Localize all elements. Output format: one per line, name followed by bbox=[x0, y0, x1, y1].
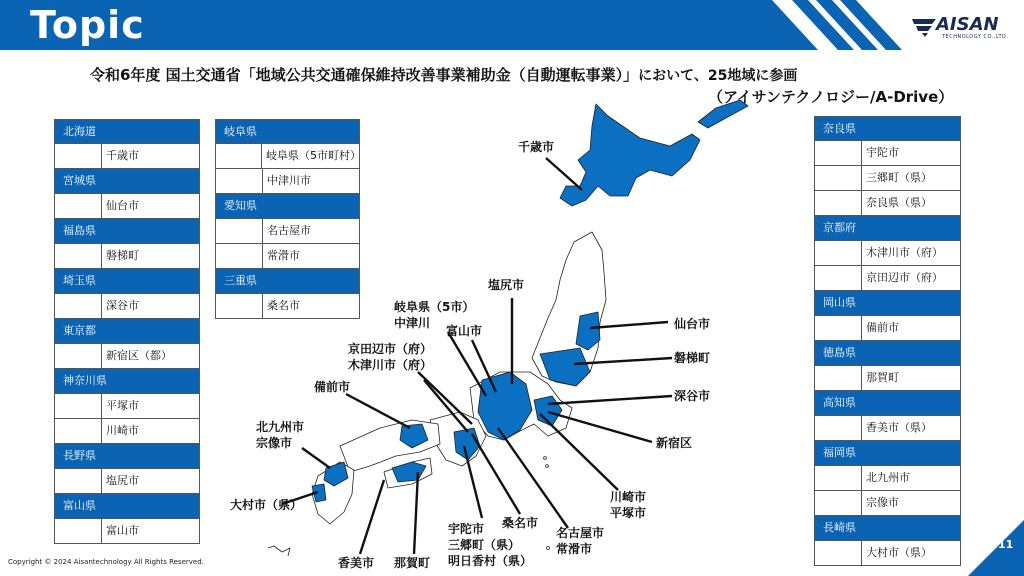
map-label-kami: 香美市 bbox=[338, 556, 375, 570]
city-name: 塩尻市 bbox=[106, 474, 139, 487]
map-label-tokoname: 常滑市 bbox=[556, 542, 593, 556]
prefecture-header: 京都府 bbox=[814, 216, 961, 241]
city-name: 川崎市 bbox=[106, 424, 139, 437]
map-label-hiratsuka: 平塚市 bbox=[610, 506, 647, 520]
city-name: 大村市（県） bbox=[866, 546, 932, 559]
city-name: 奈良県（県） bbox=[866, 196, 932, 209]
city-name: 名古屋市 bbox=[267, 224, 311, 237]
city-name: 宗像市 bbox=[866, 496, 899, 509]
map-label-kitakyushu: 北九州市 bbox=[256, 420, 305, 434]
page-corner-triangle bbox=[968, 520, 1024, 576]
map-label-fukaya: 深谷市 bbox=[674, 389, 711, 403]
map-label-sango: 三郷町（県） bbox=[448, 538, 521, 552]
city-name: 木津川市（府） bbox=[866, 246, 943, 259]
map-label-toyama: 富山市 bbox=[446, 324, 483, 338]
map-label-kawasaki: 川崎市 bbox=[610, 490, 647, 504]
prefecture-header: 愛知県 bbox=[215, 194, 360, 219]
map-label-munakata: 宗像市 bbox=[256, 436, 293, 450]
prefecture-header: 福島県 bbox=[54, 219, 200, 244]
map-label-sendai: 仙台市 bbox=[674, 317, 711, 331]
city-name: 桑名市 bbox=[267, 299, 300, 312]
map-label-gifu: 岐阜県（5市） bbox=[394, 300, 475, 314]
city-name: 北九州市 bbox=[866, 471, 910, 484]
map-label-asuka: 明日香村（県） bbox=[448, 554, 533, 568]
copyright-text: Copyright © 2024 Aisantechnology All Rights Reserved. bbox=[8, 558, 204, 566]
prefecture-header: 三重県 bbox=[215, 269, 360, 294]
map-label-shinjuku: 新宿区 bbox=[656, 436, 693, 450]
city-name: 宇陀市 bbox=[866, 146, 899, 159]
map-label-kuwana: 桑名市 bbox=[502, 516, 539, 530]
prefecture-header: 北海道 bbox=[54, 119, 200, 144]
prefecture-header: 長崎県 bbox=[814, 516, 961, 541]
map-label-bandai: 磐梯町 bbox=[674, 351, 711, 365]
map-label-kizugawa: 木津川市（府） bbox=[348, 358, 433, 372]
city-name: 京田辺市（府） bbox=[866, 271, 943, 284]
logo-text: AISAN bbox=[936, 14, 999, 35]
map-label-uda: 宇陀市 bbox=[448, 522, 485, 536]
city-name: 備前市 bbox=[866, 321, 899, 334]
prefecture-header: 富山県 bbox=[54, 494, 200, 519]
page-title: Topic bbox=[30, 3, 145, 47]
city-name: 千歳市 bbox=[106, 149, 139, 162]
prefecture-header: 埼玉県 bbox=[54, 269, 200, 294]
city-name: 三郷町（県） bbox=[866, 171, 932, 184]
map-label-bizen: 備前市 bbox=[314, 380, 351, 394]
page-number: 11 bbox=[998, 538, 1014, 551]
headline-line2: （アイサンテクノロジー/A-Drive） bbox=[708, 88, 954, 106]
city-name: 岐阜県（5市町村） bbox=[266, 149, 362, 162]
prefecture-header: 奈良県 bbox=[814, 116, 961, 141]
map-label-omura: 大村市（県） bbox=[230, 498, 303, 512]
map-label-chitose: 千歳市 bbox=[518, 140, 555, 154]
prefecture-header: 徳島県 bbox=[814, 341, 961, 366]
city-name: 那賀町 bbox=[866, 371, 899, 384]
map-label-naka: 那賀町 bbox=[394, 556, 431, 570]
headline-main: 令和6年度 国土交通省「地域公共交通確保維持改善事業補助金（自動運転事業）」 bbox=[90, 66, 639, 84]
city-name: 新宿区（都） bbox=[106, 349, 172, 362]
map-label-nakatsugawa: 中津川 bbox=[394, 316, 431, 330]
prefecture-header: 宮城県 bbox=[54, 169, 200, 194]
prefecture-header: 長野県 bbox=[54, 444, 200, 469]
headline-tail: において、25地域に参画 bbox=[638, 68, 798, 84]
city-name: 香美市（県） bbox=[866, 421, 932, 434]
prefecture-header: 岐阜県 bbox=[215, 119, 360, 144]
prefecture-header: 福岡県 bbox=[814, 441, 961, 466]
prefecture-header: 高知県 bbox=[814, 391, 961, 416]
map-label-nagoya: 名古屋市 bbox=[556, 526, 605, 540]
prefecture-header: 神奈川県 bbox=[54, 369, 200, 394]
map-label-kyotanabe: 京田辺市（府） bbox=[348, 342, 433, 356]
logo-subtext: TECHNOLOGY CO.,LTD. bbox=[942, 34, 1009, 40]
city-name: 磐梯町 bbox=[106, 249, 139, 262]
city-name: 仙台市 bbox=[106, 199, 139, 212]
city-name: 中津川市 bbox=[267, 174, 311, 187]
city-name: 富山市 bbox=[106, 524, 139, 537]
city-name: 常滑市 bbox=[267, 249, 300, 262]
city-name: 平塚市 bbox=[106, 399, 139, 412]
city-name: 深谷市 bbox=[106, 299, 139, 312]
prefecture-header: 東京都 bbox=[54, 319, 200, 344]
map-label-shiojiri: 塩尻市 bbox=[488, 278, 525, 292]
prefecture-header: 岡山県 bbox=[814, 291, 961, 316]
